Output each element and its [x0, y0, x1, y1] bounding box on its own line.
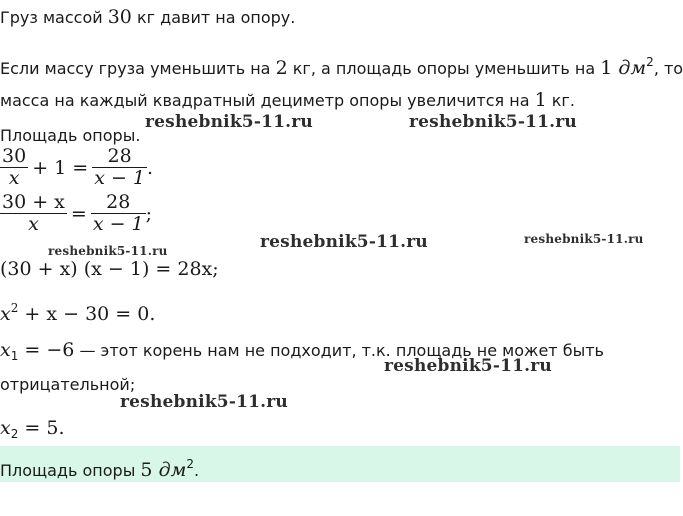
watermark: reshebnik5-11.ru [260, 232, 428, 252]
problem-text: кг. [546, 91, 575, 110]
answer-text: Площадь опоры [0, 461, 141, 480]
watermark: reshebnik5-11.ru [120, 392, 288, 412]
equation-punctuation: . [147, 156, 154, 179]
problem-text: , то [653, 59, 683, 78]
math-number: 2 [275, 57, 288, 79]
problem-text: Если массу груза уменьшить на [0, 59, 276, 78]
fraction-denominator: x [0, 167, 28, 189]
equation-3 [0, 258, 219, 280]
fraction [92, 146, 147, 189]
problem-text: кг, а площадь опоры уменьшить на [287, 59, 601, 78]
watermark: reshebnik5-11.ru [48, 244, 168, 258]
math-variable: x [0, 417, 11, 439]
equation-text: (30 + x) (x − 1) = 28x; [0, 258, 219, 280]
fraction [91, 192, 146, 235]
root-1-continuation [0, 375, 135, 395]
fraction-numerator: 28 [106, 191, 131, 213]
answer-line [0, 454, 199, 481]
problem-text: Груз массой [0, 8, 108, 27]
math-unit: дм [618, 57, 647, 79]
problem-line-1 [0, 7, 295, 28]
explanation-text: отрицательной; [0, 375, 136, 394]
watermark: reshebnik5-11.ru [384, 356, 552, 376]
fraction [0, 146, 28, 189]
math-exponent: 2 [646, 55, 654, 69]
equation-2 [0, 192, 152, 235]
fraction [0, 192, 67, 235]
math-number: 30 [107, 6, 132, 28]
fraction-numerator: 30 [2, 145, 27, 167]
math-variable: x [0, 303, 11, 325]
fraction-numerator: 28 [107, 145, 132, 167]
math-value: = 5. [18, 417, 65, 439]
heading-text: Площадь опоры. [0, 126, 141, 145]
answer-punctuation: . [194, 461, 200, 480]
problem-text: кг давит на опору. [131, 8, 296, 27]
equation-punctuation: ; [145, 202, 153, 225]
fraction-denominator: x − 1 [94, 167, 146, 189]
math-number: 1 [534, 89, 547, 111]
fraction-denominator: x − 1 [92, 213, 144, 235]
solution-heading [0, 126, 140, 146]
math-number: 1 [600, 57, 619, 79]
fraction-denominator: x [0, 213, 67, 235]
equation-operator: = [70, 202, 87, 225]
explanation-text: — этот корень нам не подходит, т.к. площадь не может быть [74, 341, 604, 360]
problem-line-3 [0, 90, 575, 111]
math-number: 5 [140, 459, 159, 481]
root-2-line [0, 418, 65, 444]
problem-text: масса на каждый квадратный дециметр опоры увеличится на [0, 91, 535, 110]
math-subscript: 1 [10, 349, 19, 363]
equation-text: + x − 30 = 0. [18, 303, 156, 325]
equation-operator: + 1 = [32, 156, 89, 179]
math-subscript: 2 [10, 427, 19, 441]
equation-1 [0, 146, 153, 189]
equation-4 [0, 301, 155, 325]
math-variable: x [0, 339, 11, 361]
problem-line-2 [0, 52, 683, 79]
math-unit: дм [158, 459, 187, 481]
math-exponent: 2 [10, 301, 19, 315]
watermark: reshebnik5-11.ru [409, 112, 577, 132]
watermark: reshebnik5-11.ru [145, 112, 313, 132]
math-value: = −6 [18, 339, 75, 361]
math-exponent: 2 [186, 457, 194, 471]
watermark: reshebnik5-11.ru [524, 232, 644, 246]
fraction-numerator: 30 + x [2, 191, 65, 213]
